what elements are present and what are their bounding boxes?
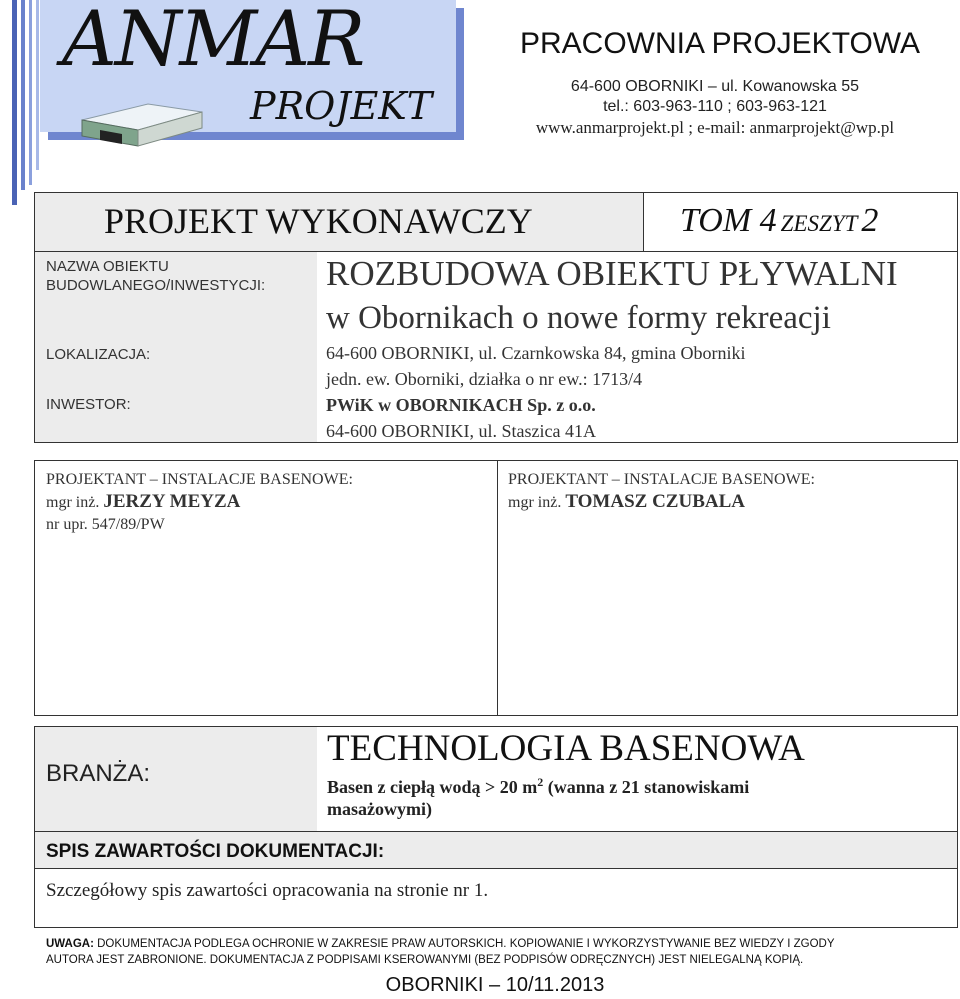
- designer-1-title: mgr inż.: [46, 494, 100, 511]
- designer-2-role: PROJEKTANT – INSTALACJE BASENOWE:: [508, 471, 815, 488]
- logo-text: ANMAR: [62, 0, 364, 83]
- company-web: www.anmarprojekt.pl ; e-mail: anmarprojekt@wp.pl: [535, 118, 895, 137]
- designer-1-role: PROJEKTANT – INSTALACJE BASENOWE:: [46, 471, 353, 488]
- logo-stripes: [12, 0, 42, 210]
- footer-place-date: OBORNIKI – 10/11.2013: [385, 974, 605, 996]
- logo: [0, 0, 470, 210]
- designer-2: [508, 469, 815, 514]
- copyright-notice: UWAGA: DOKUMENTACJA PODLEGA OCHRONIE W ZAKRESIE PRAW AUTORSKICH. KOPIOWANIE I WYKORZYSTYWANIE BEZ WIEDZY I ZGODY AUTORA JEST ZABRONIONE. DOKUMENTACJA Z PODPISAMI KSEROWANYMI (BEZ PODPISÓW ODRĘCZNYCH) JEST NIELEGALNĄ KOPIĄ.: [46, 938, 835, 966]
- company-name: PRACOWNIA PROJEKTOWA: [519, 27, 921, 60]
- object-name-line-2: w Obornikach o nowe formy rekreacji: [326, 300, 831, 336]
- contents-text: Szczegółowy spis zawartości opracowania na stronie nr 1.: [46, 880, 489, 901]
- designer-1: [46, 469, 353, 536]
- investor-label: INWESTOR:: [46, 396, 131, 413]
- logo-subtext: PROJEKT: [250, 84, 433, 128]
- location-label: LOKALIZACJA:: [46, 346, 151, 363]
- zeszyt-number: 2: [861, 202, 879, 239]
- company-phone: tel.: 603-963-110 ; 603-963-121: [603, 98, 827, 115]
- tom-number: TOM 4: [680, 202, 777, 239]
- designer-1-name: JERZY MEYZA: [103, 491, 241, 512]
- branza-description: Basen z ciepłą wodą > 20 $m^2$ (wanna z 21 stanowiskami masażowymi): [327, 775, 750, 819]
- designer-2-name: TOMASZ CZUBALA: [565, 491, 745, 512]
- notice-label: UWAGA:: [46, 938, 94, 950]
- object-name-line-1: ROZBUDOWA OBIEKTU PŁYWALNI: [326, 254, 898, 293]
- building-icon: [80, 90, 220, 150]
- object-name-label: NAZWA OBIEKTU BUDOWLANEGO/INWESTYCJI:: [46, 258, 266, 294]
- tom-label: [680, 202, 878, 240]
- investor-line-2: 64-600 OBORNIKI, ul. Staszica 41A: [326, 421, 596, 441]
- investor-line-1: PWiK w OBORNIKACH Sp. z o.o.: [326, 395, 596, 415]
- contents-label: SPIS ZAWARTOŚCI DOKUMENTACJI:: [46, 841, 385, 862]
- company-address: 64-600 OBORNIKI – ul. Kowanowska 55: [570, 78, 860, 95]
- location-line-2: jedn. ew. Oborniki, działka o nr ew.: 1713/4: [326, 369, 643, 389]
- designer-2-title: mgr inż.: [508, 494, 562, 511]
- zeszyt-label: ZESZYT: [780, 211, 858, 236]
- designer-1-license: nr upr. 547/89/PW: [46, 516, 165, 533]
- branza-title: TECHNOLOGIA BASENOWA: [327, 728, 805, 769]
- location-line-1: 64-600 OBORNIKI, ul. Czarnkowska 84, gmina Oborniki: [326, 343, 746, 363]
- project-type-title: PROJEKT WYKONAWCZY: [104, 201, 533, 241]
- branza-label: BRANŻA:: [46, 760, 151, 787]
